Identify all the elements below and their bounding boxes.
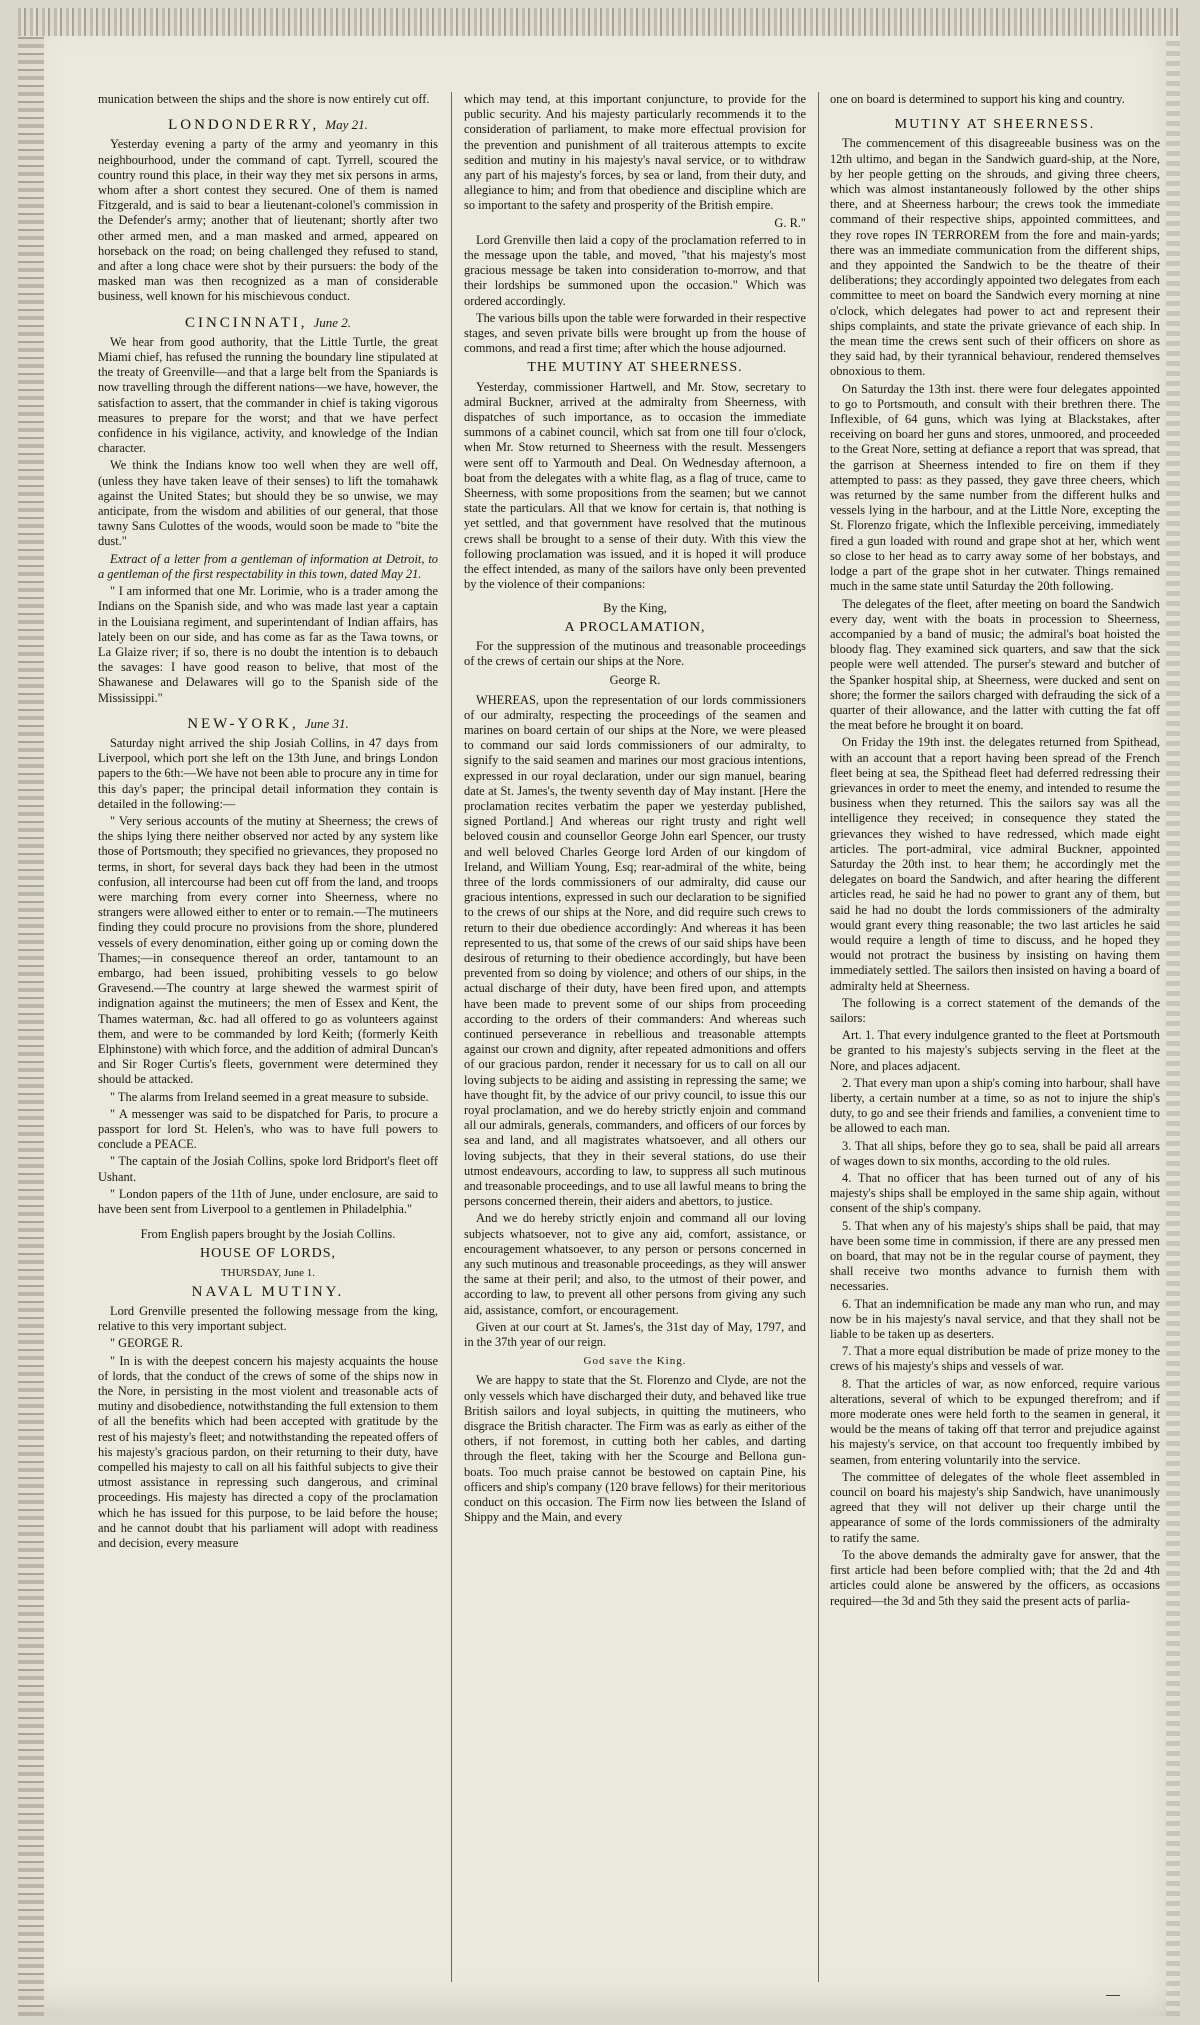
paragraph: WHEREAS, upon the representation of our lords commissioners of our admiralty, respecting the proceedings of the seamen and marines on board certain of our ships at the Nore, we were pleased to command our said lords commissioners of our admiralty, to signify to the said seamen and marines our most gracious intentions, expressed in our royal declaration, under our sign manuel, bearing date at St. James's, the twenty seventh day of May instant. [Here the proclamation recites verbatim the paper we yesterday published, signed Portland.] And whereas our right trusty and right well beloved cousin and counsellor George John earl Spencer, our trusty and well beloved Charles George lord Arden of our kingdom of Ireland, and William Young, Esq; rear-admiral of the white, being three of the lords commissioners of our admiralty, did cause our gracious intentions, expressed in such our declaration to be signified to the crews of our ships at the Nore, and did require such crews to return to their due obedience accordingly: And whereas it has been represented to us, that some of the crews of our said ships have been desirous of returning to their obedience accordingly, but have been prevented from so doing by violence; and others of our ships, in the actual discharge of their duty, have been fired upon, and attempts have been made to prevent some of our ships from proceeding according to the orders of their commanders: And whereas such continued perseverance in rebellious and treasonable attempts against our crown and dignity, after repeated admonitions and offers of our gracious pardon, render it necessary for us to call on all our loving subjects to be aiding and assisting in repressing the same; we have thought fit, by the advice of our privy council, to issue this our royal proclamation, and we do hereby strictly enjoin and command all our admirals, generals, commanders, and officers of our forces by sea and land, and all magistrates whatsoever, and all others our loving subjects, that they in their several stations, do use their utmost endeavours, according to law, to suppress all such mutinous and treasonable proceedings, and to use all lawful means to bring the persons concerned therein, their aiders and abettors, to justice. bbox=[464, 692, 806, 1209]
paragraph: munication between the ships and the shore is now entirely cut off. bbox=[98, 92, 430, 106]
signature: G. R." bbox=[774, 215, 806, 230]
scan-edge-right bbox=[1166, 36, 1180, 2016]
article: 5. That when any of his majesty's ships shall be paid, that may have been some time in commission, if there are any pressed men on board, that may not be in the regular course of payment, they shall receive two months advance to furnish them with necessaries. bbox=[830, 1218, 1160, 1294]
article: 4. That no officer that has been turned out of any of his majesty's ships shall be employed in the same ship again, without consent of the ship's company. bbox=[830, 1171, 1160, 1216]
page-mark bbox=[1106, 1985, 1120, 1996]
paragraph: The delegates of the fleet, after meeting on board the Sandwich every day, went with the boats in procession to Sheerness, accompanied by a band of music; the admiral's boat hoisted the bloody flag. They examined sick quarters, and saw that the sick people were well attended. The purser's steward and butcher of the Spanker hospital ship, at Sheerness, were ducked and sent on shore; the former the sailors charged with defrauding the sick of a quarter of their allowance, and the latter with cutting the fat off the meat before he brought it on board. bbox=[830, 596, 1160, 733]
house-date: THURSDAY, June 1. bbox=[220, 1266, 316, 1279]
paragraph: " In is with the deepest concern his majesty acquaints the house of lords, that the conduct of the crews of some of the ships now in the Nore, in persisting in the most violent and treasonable acts of mutiny and disobedience, notwithstanding the full extension to them of all the benefits which had been accepted with gratitude by the rest of his majesty's fleet; and notwithstanding the repeated offers of his majesty's gracious pardon, on their returning to their duty, have compelled his majesty to call on all his faithful subjects to give their utmost assistance in repressing such dangerous, and criminal proceedings. His majesty has directed a copy of the proclamation which he has issued for this purpose, to be laid before the house; and he cannot doubt that his parliament will adopt with readiness and decision, every measure bbox=[98, 1353, 438, 1551]
article: 3. That all ships, before they go to sea, shall be paid all arrears of wages down to six months, according to the old rules. bbox=[830, 1138, 1160, 1168]
paragraph: On Saturday the 13th inst. there were four delegates appointed to go to Portsmouth, and consult with their brethren there. The Inflexible, of 64 guns, which was lying at Blackstakes, after receiving on board her guns and stores, unmoored, and proceeded to the Great Nore, setting at defiance a report that was spread, that the garrison at Sheerness intended to fire on them if they attempted to pass: as they passed, they gave three cheers, which was returned by the same number from the different hulks and vessels lying in the harbour, and at the Little Nore, excepting the St. Florenzo frigate, which the Inflexible perceiving, immediately fired a gun loaded with round and grape shot at her, which went so close to her head as to carry away some of her bobstays, and lodge a part of the grape shot in her cutwater. Things remained much in the same state until Saturday the 20th following. bbox=[830, 381, 1160, 594]
paragraph: " The captain of the Josiah Collins, spoke lord Bridport's fleet off Ushant. bbox=[98, 1154, 438, 1184]
paragraph: And we do hereby strictly enjoin and command all our loving subjects whatsoever, not to give any aid, comfort, assistance, or encouragement whatsoever, to any person or persons concerned in any such mutinous and treasonable proceedings, as they will answer the same at their peril; and also, to the utmost of their power, and according to law, to prevent all other persons from giving any such aid, assistance, comfort, or encouragement. bbox=[464, 1211, 806, 1317]
paragraph: We think the Indians know too well when they are well off, (unless they have taken leave of their senses) to lift the tomahawk against the United States; but should they be so unwise, we may anticipate, from the wisdom and abilities of our general, that those tawny Sans Culottes of the woods, would soon be made to "bite the dust." bbox=[98, 458, 438, 549]
god-save-the-king: God save the King. bbox=[583, 1355, 687, 1368]
article: 6. That an indemnification be made any man who run, and may now be in his majesty's naval service, and that they shall not be liable to be taken up as deserters. bbox=[830, 1296, 1160, 1342]
proclamation-heading: A PROCLAMATION, bbox=[564, 619, 706, 635]
dateline-new-york: NEW-YORK, June 31. bbox=[187, 715, 349, 732]
article: Art. 1. That every indulgence granted to the fleet at Portsmouth be granted to his majesty's subjects serving in the fleet at the Nore, and places adjacent. bbox=[830, 1028, 1160, 1073]
scan-edge-top bbox=[18, 8, 1180, 36]
column-rule bbox=[818, 92, 819, 1982]
paragraph: The committee of delegates of the whole fleet assembled in council on board his majesty's ship Sandwich, have unanimously agreed that they will not deliver up their charge until the appearance of some of the lords commissioners of the admiralty to ratify the same. bbox=[830, 1469, 1160, 1545]
paragraph: Yesterday, commissioner Hartwell, and Mr. Stow, secretary to admiral Buckner, arrived at the admiralty from Sheerness, with dispatches of such importance, as to occasion the immediate summons of a cabinet council, which sat from one till four o'clock, when Mr. Stow returned to Sheerness with the result. Messengers were sent off to Yarmouth and Deal. On Wednesday afternoon, a boat from the delegates with a white flag, as a flag of truce, came to Sheerness, with some propositions from the seamen; but we cannot state the particulars. All that we know for certain is, that nothing is yet settled, and that government have resolved that the mutinous crews shall be brought to a sense of their duty. With this view the following proclamation was issued, and it is hoped it will produce the effect intended, as many of the sailors have only been prevented by the violence of their companions: bbox=[464, 379, 806, 592]
paragraph: " I am informed that one Mr. Lorimie, who is a trader among the Indians on the Spanish side, and who was made last year a captain in the Louisiana regiment, and superintendant of Indian affairs, has lately been on our side, and has come as far as the Tawa towns, or La Glaize river; if so, there is no doubt the intention is to debauch the savages: I have good reason to belive, that most of the Shawanese and Delawares will go to the Spanish side of the Mississippi." bbox=[98, 584, 438, 705]
paragraph: which may tend, at this important conjuncture, to provide for the public security. And his majesty particularly recommends it to the consideration of parliament, to make more effectual provision for the prevention and punishment of all traiterous attempts to excite sedition and mutiny in his majesty's naval service, or to withdraw any part of his majesty's forces, by sea or land, from their duty, and allegiance to him; and from that obedience and discipline which are so important to the safety and prosperity of the British empire. bbox=[464, 92, 806, 213]
naval-mutiny-heading: NAVAL MUTINY. bbox=[191, 1283, 345, 1300]
paragraph: " Very serious accounts of the mutiny at Sheerness; the crews of the ships lying there neither observed nor acted by any system like those of Portsmouth; they specified no grievances, they proposed no terms, in short, for several days back they had been in the utmost confusion, all intercourse had been cut off from the land, and troops were marching from every corner into Sheerness, where no strangers were allowed either to enter or to remain.—The mutineers finding they could procure no provisions from the shore, plundered vessels of every denomination, either going up or coming down the Thames;—in consequence thereof an order, tantamount to an embargo, had been issued, prohibiting vessels to go below Gravesend.—The country at large shewed the warmest spirit of indignation against the mutineers; the men of Essex and Kent, the Thames waterman, &c. had all offered to go as volunteers against them, and were to be commanded by lord Keith; (formerly Keith Elphinstone) with which force, and the addition of admiral Duncan's and Sir Roger Curtis's fleets, government were determined they should be attacked. bbox=[98, 813, 438, 1087]
column-2 bbox=[464, 92, 806, 1992]
paragraph: " London papers of the 11th of June, under enclosure, are said to have been sent from Liverpool to a gentlemen in Philadelphia." bbox=[98, 1186, 438, 1217]
george-r: George R. bbox=[609, 673, 661, 688]
paragraph: " GEORGE R. bbox=[110, 1336, 183, 1351]
source-note: From English papers brought by the Josiah Collins. bbox=[140, 1227, 396, 1242]
scan-edge-left bbox=[18, 36, 44, 2016]
paragraph: We are happy to state that the St. Florenzo and Clyde, are not the only vessels which have discharged their duty, and behaved like true British sailors and loyal subjects, in quitting the mutineers, who disgrace the British character. The Firm was as early as either of the others, if not foremost, in cutting both her cables, and darting through the fleet, taking with her the Scourge and Bellona gun-boats. Too much praise cannot be bestowed on captain Pine, his officers and ship's company (120 brave fellows) for their meritorious conduct on this occasion. The Firm now lies between the Island of Shippy and the Main, and every bbox=[464, 1373, 806, 1525]
house-heading: HOUSE OF LORDS, bbox=[200, 1246, 336, 1262]
paragraph: Yesterday evening a party of the army and yeomanry in this neighbourhood, under the command of capt. Tyrrell, scoured the country round this place, in their way they met six persons in arms, whom after a short contest they secured. One of them is named Fitzgerald, and is said to bear a lieutenant-colonel's commission in the Defender's army; another that of lieutenant; shortly after two other armed men, and a man masked and armed, appeared on horseback on the road; on being challenged they refused to stand, and after a long chace were shot by their pursuers: the body of the masked man was then recognized as a man of considerable business, well known for his mischievous conduct. bbox=[98, 137, 438, 304]
extract-heading: Extract of a letter from a gentleman of information at Detroit, to a gentleman of the first respectability in this town, dated May 21. bbox=[98, 551, 438, 581]
article: 8. That the articles of war, as now enforced, require various alterations, several of which to be expunged therefrom; and if more moderate ones were held forth to the seamen in general, it would be the means of taking off that terror and prejudice against his majesty's service, on that account too frequently imbibed by seamen, from entering voluntarily into the service. bbox=[830, 1376, 1160, 1467]
paragraph: On Friday the 19th inst. the delegates returned from Spithead, with an account that a report having been spread of the French fleet being at sea, the Spithead fleet had deferred redressing their grievances in order to meet the enemy, and intended to resume the business when they returned. This the sailors say was all the intelligence they received; in consequence they stated the grievances they wished to have redressed, which made eight articles. The port-admiral, vice admiral Buckner, appointed Saturday the 20th inst. to hear them; he accordingly met the delegates on board the Sandwich, and after hearing the different articles read, he said he had no power to grant any of them, but said he had no doubt the lords commissioners of the admiralty would grant every thing reasonable; the two last articles he said would require a length of time to discuss, and he hoped they would not protract the business by insisting on having them immediately settled. The sailors then insisted on having a board of admiralty held at Sheerness. bbox=[830, 735, 1160, 993]
paragraph: Saturday night arrived the ship Josiah Collins, in 47 days from Liverpool, which port she left on the 13th June, and brings London papers to the 6th:—We have not been able to procure any in time for this day's paper; the principal detail information they contain is detailed in the following:— bbox=[98, 735, 438, 811]
mutiny-sheerness-heading: THE MUTINY AT SHEERNESS. bbox=[527, 360, 743, 376]
mutiny-heading: MUTINY AT SHEERNESS. bbox=[894, 117, 1096, 133]
column-3 bbox=[830, 92, 1160, 1992]
paragraph: The various bills upon the table were forwarded in their respective stages, and seven private bills were brought up from the house of commons, and read a first time; after which the house adjourned. bbox=[464, 310, 806, 356]
by-the-king: By the King, bbox=[603, 600, 667, 615]
dateline-cincinnati: CINCINNATI, June 2. bbox=[184, 314, 352, 331]
paragraph: We hear from good authority, that the Little Turtle, the great Miami chief, has refused the running the boundary line stipulated at the treaty of Greenville—and that a large belt from the Spaniards is now travelling through the different nations—we have, however, the satisfaction to assert, that the commander in chief is taking vigorous measures to prepare for the worst; and that we have perfect confidence in his vigilance, activity, and knowledge of the Indian character. bbox=[98, 334, 438, 456]
paragraph: one on board is determined to support his king and country. bbox=[830, 92, 1125, 106]
paragraph: The commencement of this disagreeable business was on the 12th ultimo, and began in the Sandwich guard-ship, at the Nore, by her people getting on the shrouds, and giving three cheers, which was almost instantaneously followed by the other ships there, and at Sheerness harbour; the crews took the immediate command of their respective ships, appointed committees, and they rove ropes IN TERROREM from the fore and main-yards; there was an immediate communication from the different ships, and they appointed the Sandwich to be the theatre of their deliberations; they accordingly appointed two delegates from each committee to meet on board the Sandwich every morning at nine o'clock, which delegates had power to act and represent their ships complaints, and state the private grievance of each ship. In the mean time the crews sent such of their officers on shore as they said had, by their tyrannical behaviour, rendered themselves obnoxious to them. bbox=[830, 136, 1160, 379]
paragraph: To the above demands the admiralty gave for answer, that the first article had been before complied with; that the 2d and 4th articles could alone be answered by the officers, as occasions required—the 3d and 5th they said the present acts of parlia- bbox=[830, 1547, 1160, 1608]
paragraph: The following is a correct statement of the demands of the sailors: bbox=[830, 995, 1160, 1025]
column-rule bbox=[451, 92, 452, 1982]
paragraph: For the suppression of the mutinous and treasonable proceedings of the crews of certain our ships at the Nore. bbox=[464, 638, 806, 669]
dateline-londonderry: LONDONDERRY, May 21. bbox=[168, 117, 368, 134]
paragraph: Lord Grenville then laid a copy of the proclamation referred to in the message upon the table, and moved, "that his majesty's most gracious message be taken into consideration to-morrow, and that their lordships be summoned upon the occasion." Which was ordered accordingly. bbox=[464, 232, 806, 308]
newspaper-page bbox=[18, 8, 1180, 2016]
column-1 bbox=[98, 92, 438, 1992]
article: 2. That every man upon a ship's coming into harbour, shall have liberty, a certain number at a time, so as not to injure the ship's duty, to go and see their friends and families, a convenient time to be allowed to each man. bbox=[830, 1075, 1160, 1136]
paragraph: Given at our court at St. James's, the 31st day of May, 1797, and in the 37th year of our reign. bbox=[464, 1319, 806, 1350]
paragraph: " A messenger was said to be dispatched for Paris, to procure a passport for lord St. Helen's, who was to have full powers to conclude a PEACE. bbox=[98, 1106, 438, 1152]
paragraph: " The alarms from Ireland seemed in a great measure to subside. bbox=[110, 1089, 429, 1104]
paragraph: Lord Grenville presented the following message from the king, relative to this very important subject. bbox=[98, 1304, 438, 1334]
article: 7. That a more equal distribution be made of prize money to the crews of his majesty's ships and vessels of war. bbox=[830, 1344, 1160, 1374]
